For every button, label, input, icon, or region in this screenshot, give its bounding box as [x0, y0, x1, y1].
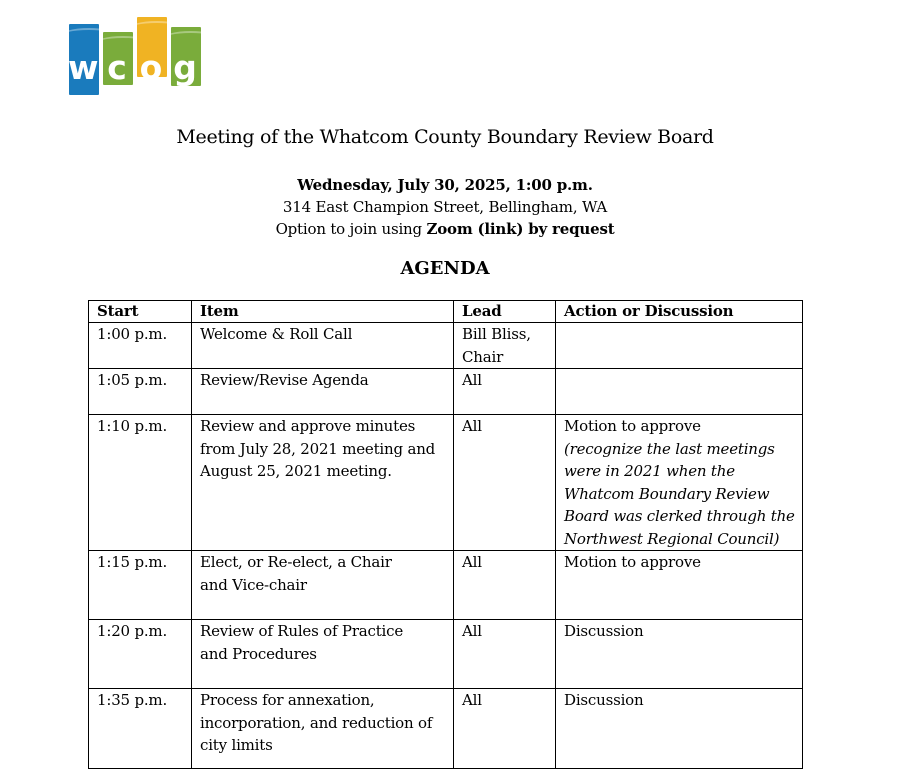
- table-header-row: [89, 301, 803, 323]
- cell-item: Review/Revise Agenda: [192, 369, 454, 415]
- cell-item: Review and approve minutes from July 28, 2021 meeting and August 25, 2021 meeting.: [192, 415, 454, 551]
- cell-lead: All: [454, 369, 556, 415]
- cell-item: Elect, or Re-elect, a Chair and Vice-chair: [192, 551, 454, 620]
- cell-start: 1:05 p.m.: [89, 369, 192, 415]
- table-row: [89, 415, 803, 551]
- cell-action: [556, 323, 803, 369]
- cell-item: Process for annexation, incorporation, and reduction of city limits: [192, 689, 454, 769]
- table-row: [89, 551, 803, 620]
- zoom-link[interactable]: Zoom (link) by request: [426, 220, 615, 238]
- cell-lead: Bill Bliss, Chair: [454, 323, 556, 369]
- cell-start: 1:15 p.m.: [89, 551, 192, 620]
- cell-action: [556, 689, 803, 769]
- cell-lead: All: [454, 415, 556, 551]
- cell-start: 1:20 p.m.: [89, 620, 192, 689]
- cell-lead: All: [454, 551, 556, 620]
- cell-item: Welcome & Roll Call: [192, 323, 454, 369]
- cell-lead: All: [454, 689, 556, 769]
- table-row: [89, 689, 803, 769]
- cell-item: Review of Rules of Practice and Procedures: [192, 620, 454, 689]
- meeting-date: Wednesday, July 30, 2025, 1:00 p.m.: [297, 176, 593, 194]
- zoom-option-prefix: Option to join using: [275, 220, 427, 238]
- table-row: [89, 369, 803, 415]
- logo-letter-g: g: [173, 48, 197, 87]
- column-header-action: Action or Discussion: [556, 301, 803, 323]
- agenda-table: [88, 300, 803, 769]
- logo-letter-w: w: [68, 48, 99, 87]
- page-title: Meeting of the Whatcom County Boundary Review Board: [176, 126, 714, 148]
- cell-lead: All: [454, 620, 556, 689]
- cell-action: [556, 551, 803, 620]
- column-header-item: Item: [192, 301, 454, 323]
- logo-letter-o: o: [139, 48, 163, 87]
- cell-start: 1:10 p.m.: [89, 415, 192, 551]
- cell-action: [556, 369, 803, 415]
- cell-action: [556, 415, 803, 551]
- column-header-lead: Lead: [454, 301, 556, 323]
- column-header-start: Start: [89, 301, 192, 323]
- logo-letter-c: c: [107, 48, 127, 87]
- cell-action: [556, 620, 803, 689]
- wcog-logo: [69, 17, 204, 97]
- action-text: Motion to approve: [564, 553, 701, 571]
- table-row: [89, 620, 803, 689]
- action-text: Motion to approve: [564, 417, 701, 435]
- table-row: [89, 323, 803, 369]
- zoom-option: [0, 218, 890, 240]
- action-text: Discussion: [564, 622, 644, 640]
- meeting-address: 314 East Champion Street, Bellingham, WA: [282, 198, 608, 216]
- action-note: (recognize the last meetings were in 2021 when the Whatcom Boundary Review Board was clerked through the Northwest Regional Council): [564, 439, 795, 548]
- cell-start: 1:35 p.m.: [89, 689, 192, 769]
- agenda-heading: AGENDA: [400, 258, 490, 279]
- cell-start: 1:00 p.m.: [89, 323, 192, 369]
- action-text: Discussion: [564, 691, 644, 709]
